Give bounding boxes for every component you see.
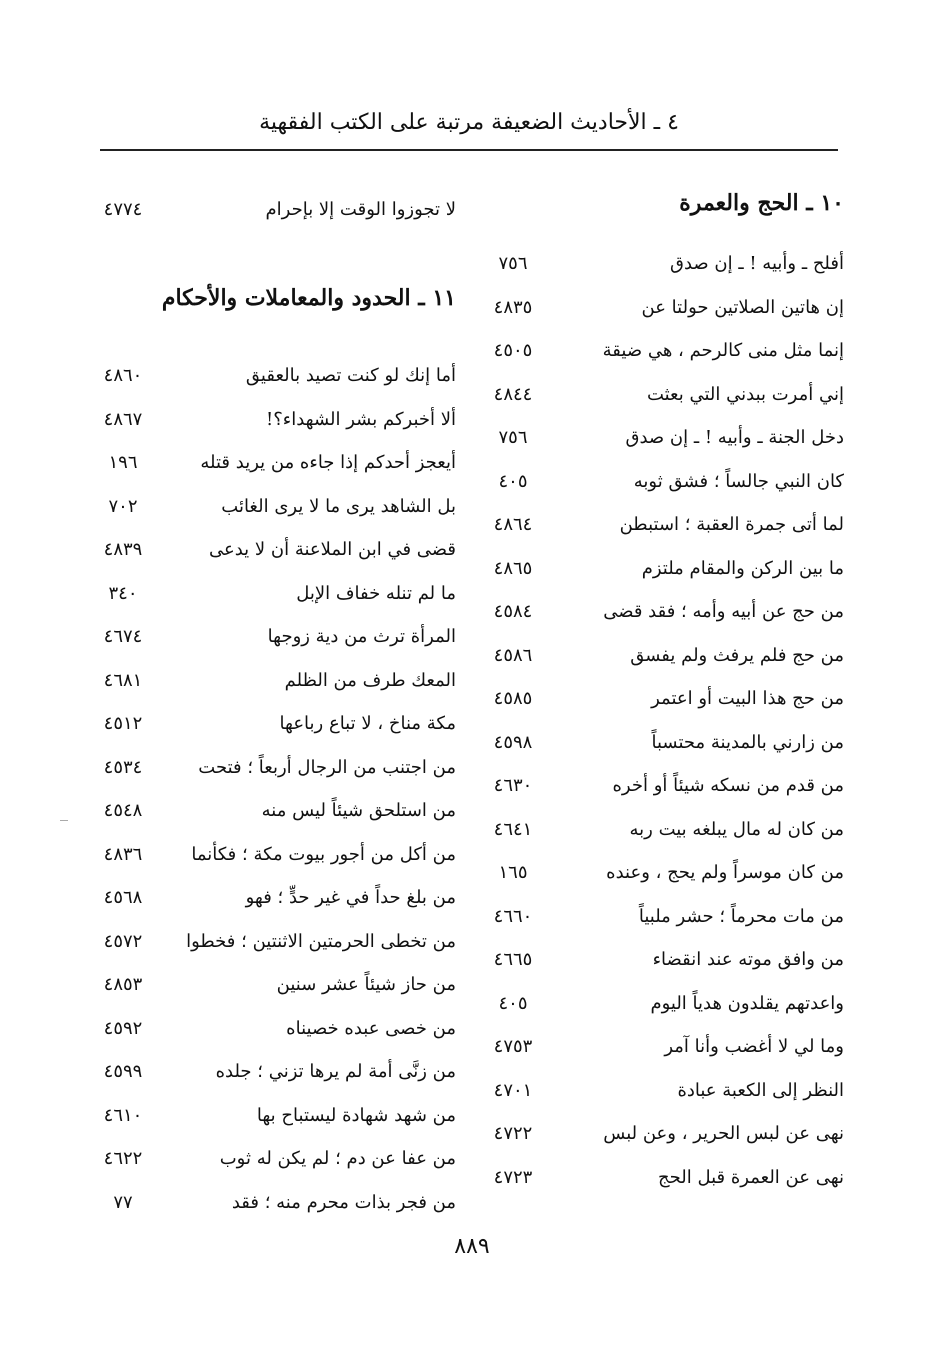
entry-text: المعك طرف من الظلم	[284, 669, 456, 691]
entry-text: قضى في ابن الملاعنة أن لا يدعى	[208, 539, 456, 560]
index-entry	[488, 851, 844, 895]
entry-number: ٤٨٤٤	[493, 383, 533, 405]
entry-number: ٤٨٦٤	[493, 514, 533, 535]
entry-text: من شهد شهادة ليستباح بها	[256, 1104, 456, 1126]
entry-number: ٧٥٦	[498, 427, 528, 448]
entry-number: ٤٠٥	[498, 470, 528, 492]
index-entry	[488, 547, 844, 591]
entry-text: بل الشاهد يرى ما لا يرى الغائب	[221, 495, 456, 517]
left-column	[98, 178, 456, 1224]
entry-text: المرأة ترث من دية زوجها	[267, 626, 456, 647]
entry-text: إنما مثل منى كالرحم ، هي ضيقة	[602, 340, 844, 361]
section-title-hajj: ١٠ ـ الحج والعمرة	[679, 190, 844, 216]
entry-number: ٤٥٨٥	[493, 688, 533, 709]
entry-text: من كان له مال يبلغه بيت ربه	[629, 818, 844, 840]
entry-number: ١٩٦	[108, 452, 138, 473]
entry-text: من مات محرماً ؛ حشر ملبياً	[638, 905, 844, 927]
index-entry	[98, 528, 456, 572]
entry-number: ٧٧	[113, 1191, 133, 1213]
entry-number: ٤٥٤٨	[103, 800, 143, 821]
entry-text: من حج هذا البيت أو اعتمر	[651, 688, 844, 709]
entry-text: وما لي لا أغضب وأنا آمر	[664, 1036, 844, 1057]
entry-number: ٤٨٣٩	[103, 539, 143, 560]
entry-text: من فجر بذات محرم منه ؛ فقد	[231, 1191, 456, 1213]
entry-number: ٤٦١٠	[103, 1104, 143, 1126]
entry-number: ٤٥٦٨	[103, 887, 143, 908]
entry-text: إن هاتين الصلاتين حولتا عن	[641, 296, 844, 318]
index-entry	[98, 789, 456, 833]
entry-number: ٣٤٠	[108, 582, 138, 604]
entry-number: ٤٨٥٣	[103, 974, 143, 995]
right-column	[488, 178, 844, 1199]
index-entry	[488, 677, 844, 721]
left-entries	[98, 354, 456, 1224]
index-entry	[98, 354, 456, 398]
entry-text: ما بين الركن والمقام ملتزم	[641, 557, 844, 579]
index-entry	[488, 1112, 844, 1156]
entry-number: ٤٥٨٦	[493, 644, 533, 666]
entry-number: ٤٦٦٠	[493, 905, 533, 927]
index-entry	[98, 1137, 456, 1181]
entry-number: ٧٠٢	[108, 495, 138, 517]
entry-text: مكة مناخ ، لا تباع رباعها	[279, 713, 456, 734]
index-entry	[488, 808, 844, 852]
entry-number: ٤٥٩٩	[103, 1061, 143, 1082]
entry-text: من كان موسراً ولم يحج ، وعنده	[606, 862, 844, 883]
index-entry	[488, 416, 844, 460]
entry-number: ٤٦٣٠	[493, 775, 533, 796]
index-entry	[488, 460, 844, 504]
index-entry	[98, 1007, 456, 1051]
index-entry	[98, 485, 456, 529]
section-title-hudud: ١١ ـ الحدود والمعاملات والأحكام	[161, 285, 456, 311]
index-entry	[488, 242, 844, 286]
index-entry	[98, 178, 456, 242]
index-entry	[98, 1050, 456, 1094]
entry-text: نهى عن العمرة قبل الحج	[658, 1166, 844, 1188]
index-entry	[98, 659, 456, 703]
index-entry	[98, 398, 456, 442]
entry-number: ٤٥٩٨	[493, 731, 533, 753]
entry-text: من قدم من نسكه شيئاً أو أخره	[612, 775, 844, 796]
entry-number: ٤٥٧٢	[103, 930, 143, 952]
index-entry	[98, 572, 456, 616]
entry-text: النظر إلى الكعبة عبادة	[677, 1079, 844, 1101]
entry-text: كان النبي جالساً ؛ فشق ثوبه	[633, 470, 844, 492]
entry-number: ٤٦٤١	[493, 818, 533, 840]
entry-number: ٧٥٦	[498, 253, 528, 274]
index-entry	[488, 329, 844, 373]
entry-text: ما لم تنله خفاف الإبل	[296, 582, 456, 604]
index-entry	[488, 895, 844, 939]
running-header: ٤ ـ الأحاديث الضعيفة مرتبة على الكتب الفقهية	[259, 110, 679, 135]
entry-number: ٤٥١٢	[103, 713, 143, 734]
index-entry	[98, 615, 456, 659]
index-entry	[488, 1156, 844, 1200]
entry-number: ٤٨٣٦	[103, 843, 143, 865]
entry-number: ٤٥٠٥	[493, 340, 533, 361]
entry-number: ١٦٥	[498, 862, 528, 883]
entry-text: من أكل من أجور بيوت مكة ؛ فكأنما	[191, 843, 456, 865]
entry-text: لا تجوزوا الوقت إلا بإحرام	[265, 199, 456, 220]
entry-number: ٤٦٦٥	[493, 949, 533, 970]
index-entry	[98, 833, 456, 877]
entry-text: من خصى عبده خصيناه	[286, 1017, 456, 1039]
entry-text: إني أمرت ببدني التي بعثت	[646, 383, 844, 405]
entry-number: ٤٨٣٥	[493, 296, 533, 318]
index-entry	[488, 721, 844, 765]
page-number: ٨٨٩	[454, 1234, 490, 1259]
entry-text: من حج عن أبيه وأمه ؛ فقد قضى	[603, 601, 844, 622]
index-entry	[488, 373, 844, 417]
entry-text: أيعجز أحدكم إذا جاءه من يريد قتله	[200, 452, 456, 473]
entry-text: من حاز شيئاً عشر سنين	[276, 974, 456, 995]
entry-text: من حج فلم يرفث ولم يفسق	[630, 644, 844, 666]
entry-text: دخل الجنة ـ وأبيه ! ـ إن صدق	[625, 427, 844, 448]
entry-number: ٤٠٥	[498, 992, 528, 1014]
entry-number: ٤٥٨٤	[493, 601, 533, 622]
index-entry	[98, 746, 456, 790]
header-rule	[100, 149, 838, 151]
entry-number: ٤٥٣٤	[103, 756, 143, 778]
entry-number: ٤٦٨١	[103, 669, 143, 691]
index-entry	[98, 963, 456, 1007]
index-entry	[488, 634, 844, 678]
entry-text: لما أتى جمرة العقبة ؛ استبطن	[619, 514, 844, 535]
index-entry	[98, 1094, 456, 1138]
entry-text: من اجتنب من الرجال أربعاً ؛ فتحت	[198, 756, 456, 778]
margin-mark	[60, 820, 68, 821]
right-entries	[488, 242, 844, 1199]
entry-text: واعدتهم يقلدون هدياً اليوم	[650, 992, 844, 1014]
entry-number: ٤٧٢٢	[493, 1123, 533, 1144]
entry-text: أما إنك لو كنت تصيد بالعقيق	[245, 365, 456, 386]
index-entry	[488, 1069, 844, 1113]
entry-number: ٤٥٩٢	[103, 1017, 143, 1039]
entry-text: من تخطى الحرمتين الاثنتين ؛ فخطوا	[186, 930, 456, 952]
entry-number: ٤٨٦٧	[103, 408, 143, 430]
entry-text: من استلحق شيئاً ليس منه	[261, 800, 456, 821]
entry-text: من زارني بالمدينة محتسباً	[651, 731, 844, 753]
entry-number: ٤٧٢٣	[493, 1166, 533, 1188]
index-entry	[488, 982, 844, 1026]
index-entry	[488, 764, 844, 808]
entry-number: ٤٦٢٢	[103, 1148, 143, 1169]
entry-text: أفلح ـ وأبيه ! ـ إن صدق	[670, 253, 844, 274]
index-entry	[98, 920, 456, 964]
index-entry	[488, 1025, 844, 1069]
entry-number: ٤٧٠١	[493, 1079, 533, 1101]
index-entry	[98, 876, 456, 920]
index-entry	[488, 590, 844, 634]
entry-text: من بلغ حداً في غير حدٍّ ؛ فهو	[245, 887, 456, 908]
index-entry	[488, 503, 844, 547]
entry-number: ٤٧٧٤	[103, 199, 143, 220]
entry-number: ٤٨٦٥	[493, 557, 533, 579]
index-entry	[98, 702, 456, 746]
entry-number: ٤٦٧٤	[103, 626, 143, 647]
entry-number: ٤٨٦٠	[103, 365, 143, 386]
entry-text: نهى عن لبس الحرير ، وعن لبس	[603, 1123, 844, 1144]
entry-text: من عفا عن دم ؛ لم يكن له ثوب	[219, 1148, 456, 1169]
entry-text: من وافق موته عند انقضاء	[652, 949, 844, 970]
index-entry	[98, 441, 456, 485]
entry-text: ألا أخبركم بشر الشهداء؟!	[265, 408, 456, 430]
entry-text: من زنَّى أمة لم يرها تزني ؛ جلده	[215, 1061, 456, 1082]
entry-number: ٤٧٥٣	[493, 1036, 533, 1057]
index-entry	[98, 1181, 456, 1225]
index-entry	[488, 938, 844, 982]
index-entry	[488, 286, 844, 330]
